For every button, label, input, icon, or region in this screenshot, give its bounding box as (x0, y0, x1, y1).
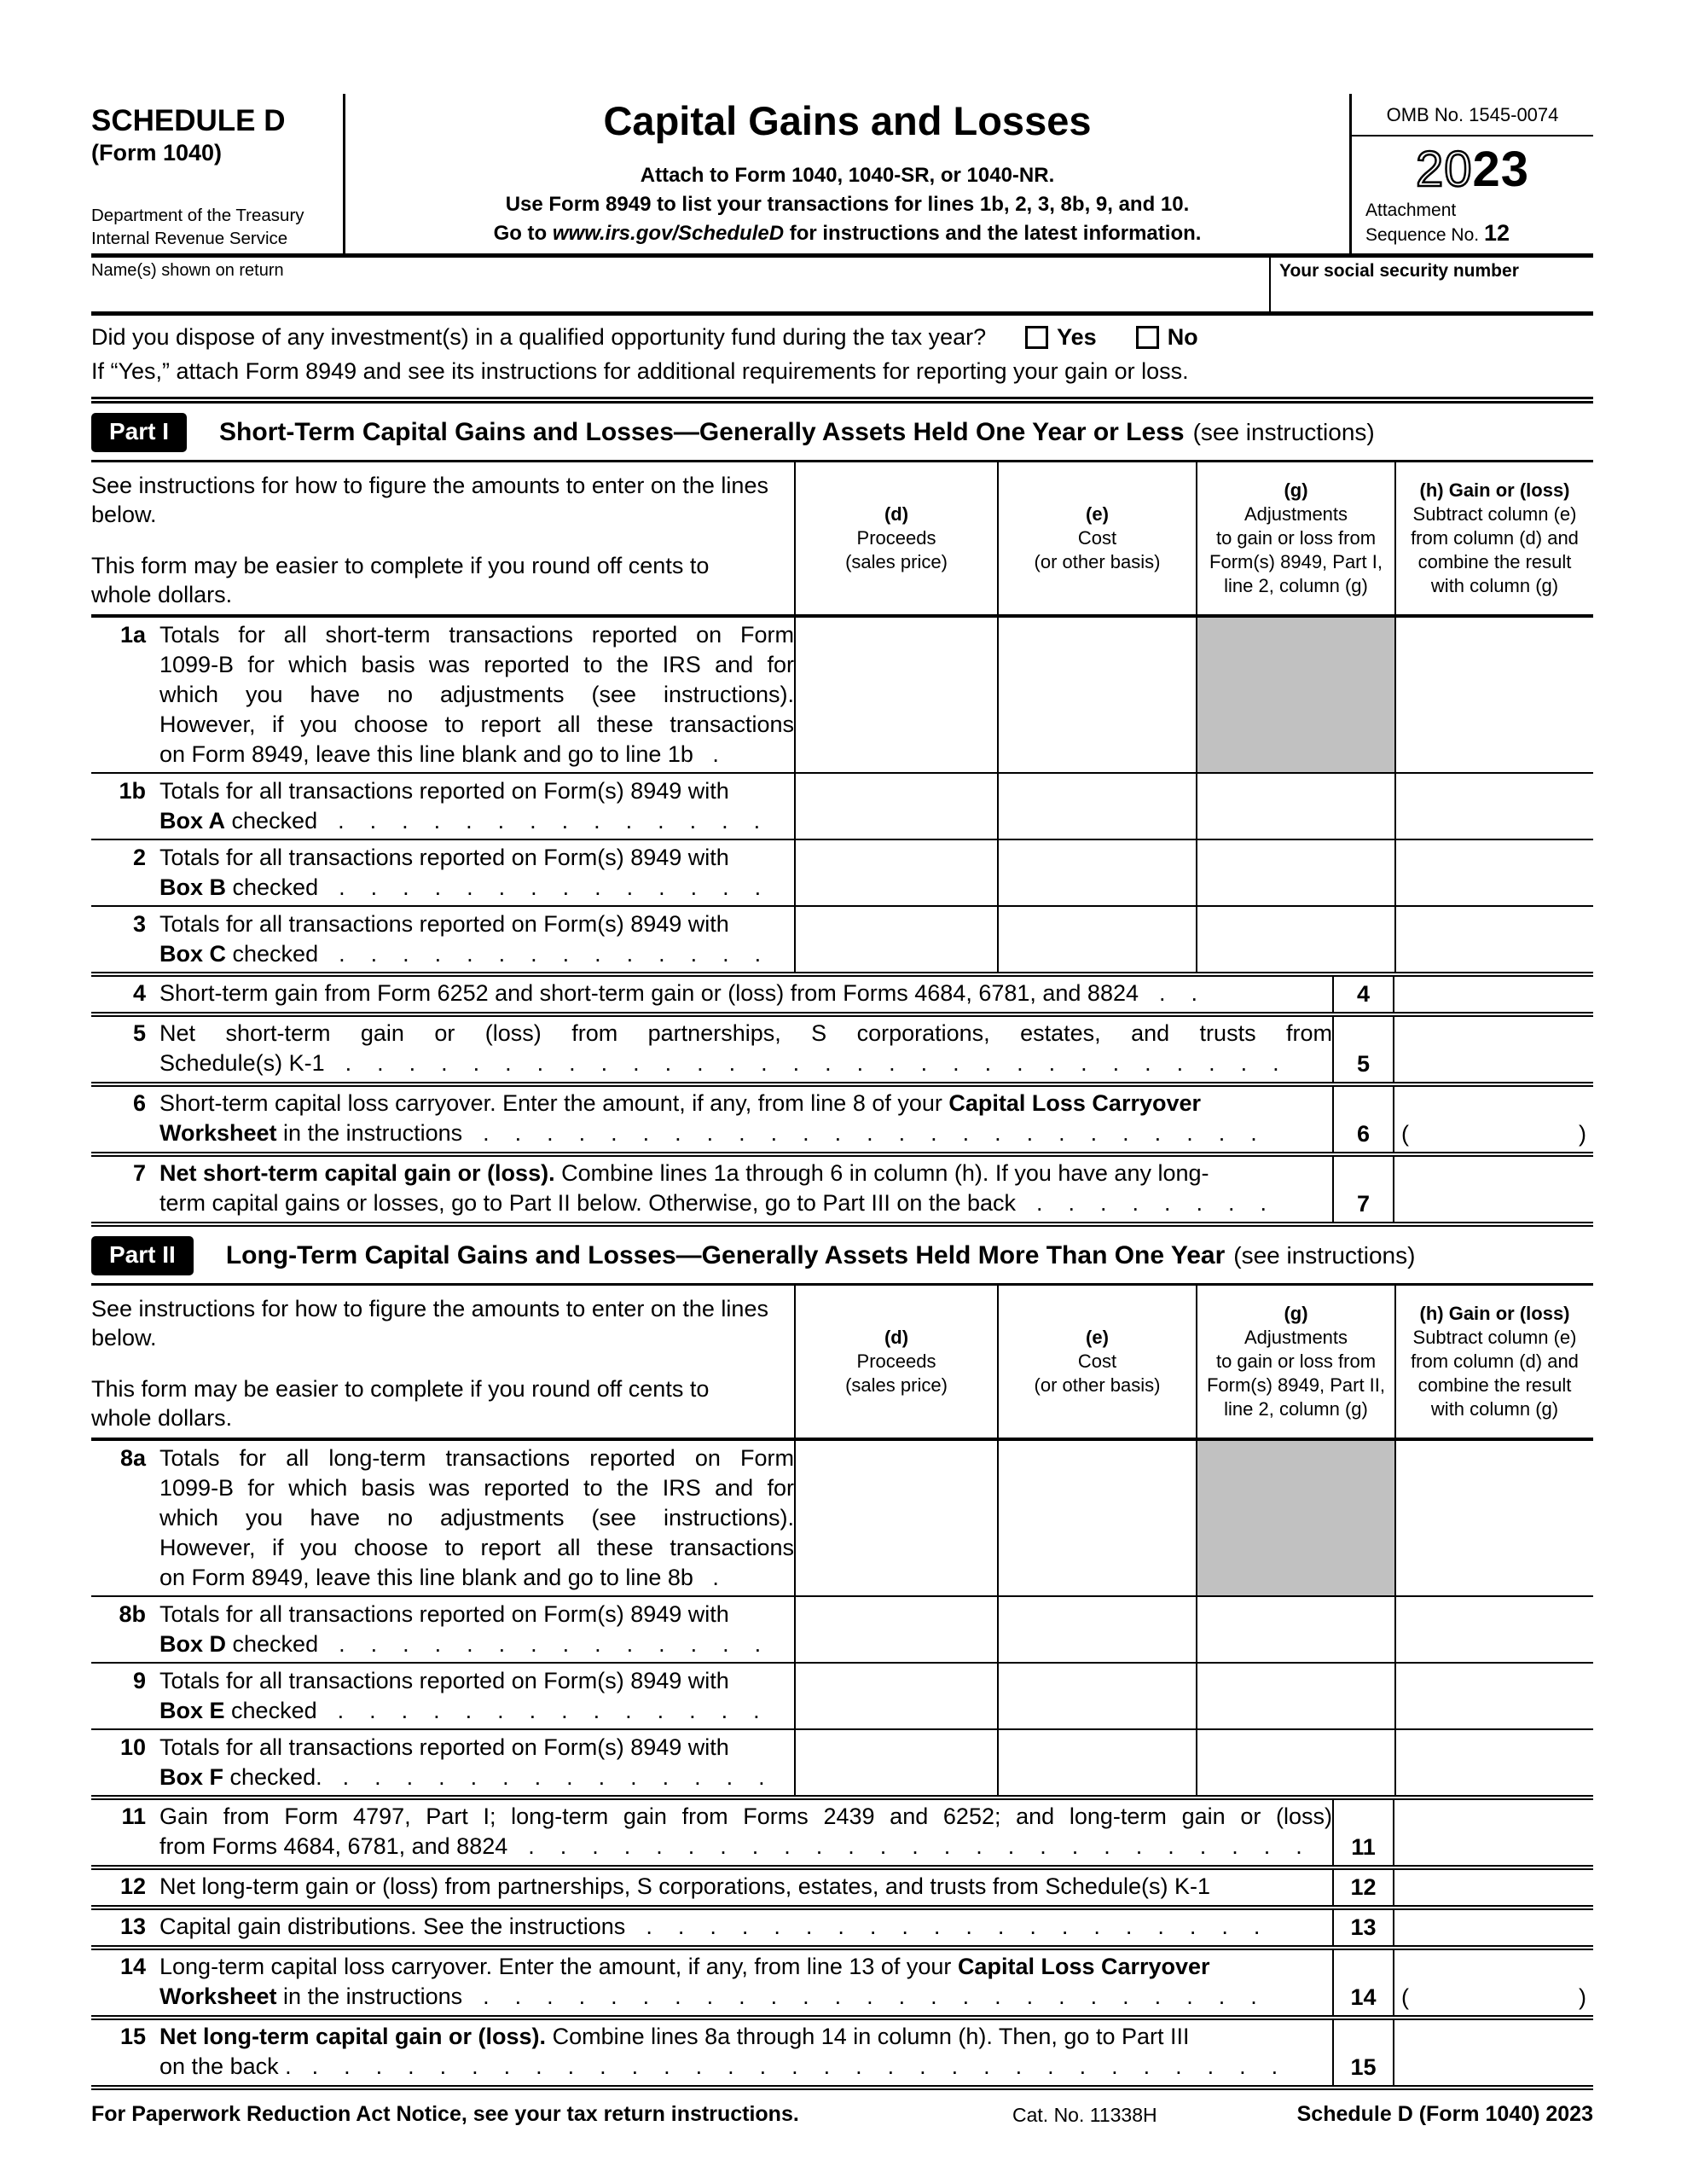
line-10-row (91, 1728, 1593, 1795)
line-10-number: 10 (119, 1734, 146, 1760)
goto-prefix: Go to (493, 222, 553, 245)
line-10-cost-cell[interactable] (997, 1730, 1196, 1795)
part1-title: Short-Term Capital Gains and Losses—Generally Assets Held One Year or Less (219, 418, 1185, 446)
form-header-left (91, 94, 343, 253)
dot-leader: .............. (339, 1631, 787, 1657)
line-1a-cost-cell[interactable] (997, 618, 1196, 772)
sequence-number: 12 (1483, 220, 1510, 246)
line-13-description (91, 1910, 1332, 1945)
line-4-amount-cell[interactable] (1394, 977, 1593, 1012)
department-label (91, 204, 343, 253)
line-5-amount-cell[interactable] (1394, 1017, 1593, 1082)
line-7-row (91, 1152, 1593, 1222)
line-14-number: 14 (119, 1954, 146, 1979)
part1-instructions-cell (91, 462, 794, 614)
line-11-number: 11 (121, 1804, 146, 1829)
qof-question-section (91, 316, 1593, 404)
line-15-number: 15 (119, 2024, 146, 2049)
line-15-description (91, 2020, 1332, 2085)
line-8a-adjustments-cell (1196, 1441, 1394, 1595)
part2-table-header (91, 1286, 1593, 1441)
dot-leader: .............................. (345, 1050, 1305, 1076)
line-12-text: Net long-term gain or (loss) from partnerships, S corporations, estates, and trusts from Schedule(s) K-1 (159, 1873, 1210, 1899)
no-checkbox[interactable] (1136, 326, 1159, 349)
form-header-center (343, 94, 1352, 253)
line-9-number: 9 (132, 1668, 146, 1693)
line-1a-adjustments-cell (1196, 618, 1394, 772)
line-12-description (91, 1870, 1332, 1905)
line-14-description (91, 1950, 1332, 2015)
ssn-input[interactable] (1279, 282, 1593, 311)
line-8b-proceeds-cell[interactable] (794, 1597, 997, 1662)
line-13-text: Capital gain distributions. See the instructions .................... (159, 1914, 1286, 1939)
department-line-1: Department of the Treasury (91, 206, 304, 225)
line-8b-adjustments-cell[interactable] (1196, 1597, 1394, 1662)
no-label: No (1167, 324, 1198, 350)
close-paren: ) (1579, 1121, 1586, 1147)
line-4-number: 4 (132, 980, 146, 1006)
line-10-description (91, 1730, 794, 1795)
part1-bar (91, 413, 1593, 452)
line-14-text: Long-term capital loss carryover. Enter the amount, if any, from line 13 of your Capital Loss Carryover Worksheet in the instructions ......................... (159, 1954, 1283, 2009)
dot-leader: ........ (1036, 1190, 1293, 1216)
line-13-box-number: 13 (1332, 1910, 1394, 1945)
line-15-box-number: 15 (1332, 2020, 1394, 2085)
part1-col-e-header: (e) Cost (or other basis) (997, 462, 1196, 614)
header-instructions (354, 161, 1341, 248)
yes-checkbox[interactable] (1025, 326, 1048, 349)
line-5-row (91, 1012, 1593, 1082)
part1-header-desc-1: See instructions for how to figure the amounts to enter on the lines below. (91, 473, 768, 527)
tax-year-outline: 20 (1415, 142, 1473, 197)
part2-header-desc-1: See instructions for how to figure the amounts to enter on the lines below. (91, 1296, 768, 1350)
line-6-text: Short-term capital loss carryover. Enter the amount, if any, from line 8 of your Capital Loss Carryover Worksheet in the instructions ......................... (159, 1090, 1283, 1146)
line-12-box-number: 12 (1332, 1870, 1394, 1905)
part1-table-header (91, 462, 1593, 618)
line-6-number: 6 (132, 1090, 146, 1116)
tax-year (1352, 143, 1593, 196)
qof-question-text: Did you dispose of any investment(s) in a qualified opportunity fund during the tax year? (91, 324, 987, 350)
attach-instruction: Attach to Form 1040, 1040-SR, or 1040-NR. (640, 164, 1055, 187)
line-6-amount-cell[interactable] (1394, 1087, 1593, 1152)
line-8b-cost-cell[interactable] (997, 1597, 1196, 1662)
line-12-amount-cell[interactable] (1394, 1870, 1593, 1905)
irs-url: www.irs.gov/ScheduleD (552, 222, 785, 245)
line-1b-description (91, 774, 794, 839)
line-1b-number: 1b (119, 778, 146, 804)
line-8a-text: Totals for all long-term transactions reported on Form 1099-B for which basis was reported to the IRS and for which you have no adjustments (see instructions). However, if you choose to report all these transactions on Form 8949, leave this line blank and go to line 8b . (159, 1445, 794, 1590)
line-6-row (91, 1082, 1593, 1152)
line-13-amount-cell[interactable] (1394, 1910, 1593, 1945)
line-3-text: Totals for all transactions reported on Form(s) 8949 with Box C checked .............. (159, 911, 787, 967)
line-11-amount-cell[interactable] (1394, 1800, 1593, 1865)
line-2-cost-cell[interactable] (997, 840, 1196, 905)
line-9-proceeds-cell[interactable] (794, 1664, 997, 1728)
line-5-description (91, 1017, 1332, 1082)
line-12-number: 12 (119, 1873, 146, 1899)
tax-year-bold: 23 (1472, 142, 1530, 197)
line-7-text: Net short-term capital gain or (loss). Combine lines 1a through 6 in column (h). If you have any long- term capital gains or losses, go to Part II below. Otherwise, go to Part III on the back ........ (159, 1160, 1293, 1216)
line-9-text: Totals for all transactions reported on Form(s) 8949 with Box E checked .............. (159, 1668, 786, 1723)
line-14-amount-cell[interactable] (1394, 1950, 1593, 2015)
part1-header-desc-2: This form may be easier to complete if you round off cents to whole dollars. (91, 553, 710, 607)
part1-col-d-header: (d) Proceeds (sales price) (794, 462, 997, 614)
line-3-adjustments-cell[interactable] (1196, 907, 1394, 972)
line-1a-row (91, 618, 1593, 772)
form-number-label: (Form 1040) (91, 140, 223, 166)
part1-label: Part I (91, 413, 187, 452)
line-1a-text: Totals for all short-term transactions reported on Form 1099-B for which basis was reported to the IRS and for which you have no adjustments (see instructions). However, if you choose to report all these transactions on Form 8949, leave this line blank and go to line 1b . (159, 622, 794, 767)
dot-leader: ............................... (311, 2053, 1304, 2079)
line-11-row (91, 1795, 1593, 1865)
name-ssn-row (91, 258, 1593, 316)
dot-leader: .............. (337, 1698, 786, 1723)
line-1b-gain-loss-cell[interactable] (1394, 774, 1593, 839)
part2-rows (91, 1441, 1593, 2085)
page-title: Capital Gains and Losses (603, 98, 1092, 143)
part1-col-g-header: (g) Adjustments to gain or loss from Form(s) 8949, Part I, line 2, column (g) (1196, 462, 1394, 614)
dot-leader: .................... (646, 1914, 1286, 1939)
paperwork-notice: For Paperwork Reduction Act Notice, see your tax return instructions. (91, 2102, 799, 2126)
line-1b-adjustments-cell[interactable] (1196, 774, 1394, 839)
line-2-adjustments-cell[interactable] (1196, 840, 1394, 905)
dot-leader: ......................... (483, 1984, 1283, 2009)
line-9-description (91, 1664, 794, 1728)
line-6-box-number: 6 (1332, 1087, 1394, 1152)
line-10-proceeds-cell[interactable] (794, 1730, 997, 1795)
line-9-row (91, 1662, 1593, 1728)
line-11-box-number: 11 (1332, 1800, 1394, 1865)
part2-col-e-header: (e) Cost (or other basis) (997, 1286, 1196, 1438)
line-9-gain-loss-cell[interactable] (1394, 1664, 1593, 1728)
line-8a-proceeds-cell[interactable] (794, 1441, 997, 1595)
line-2-text: Totals for all transactions reported on Form(s) 8949 with Box B checked .............. (159, 845, 787, 900)
line-3-row (91, 905, 1593, 972)
line-15-amount-cell[interactable] (1394, 2020, 1593, 2085)
part1-col-h-header: (h) Gain or (loss) Subtract column (e) from column (d) and combine the result with column (g) (1394, 462, 1593, 614)
catalog-number: Cat. No. 11338H (1012, 2104, 1157, 2126)
line-8a-cost-cell[interactable] (997, 1441, 1196, 1595)
dot-leader: .............. (338, 808, 786, 834)
part2-instructions-cell (91, 1286, 794, 1438)
part2-see-instructions: (see instructions) (1233, 1242, 1416, 1269)
dot-leader: .............. (342, 1764, 791, 1790)
part2-col-h-header: (h) Gain or (loss) Subtract column (e) from column (d) and combine the result with column (g) (1394, 1286, 1593, 1438)
line-3-number: 3 (132, 911, 146, 937)
part1-rows (91, 618, 1593, 1222)
line-2-proceeds-cell[interactable] (794, 840, 997, 905)
close-paren: ) (1579, 1984, 1586, 2010)
line-4-box-number: 4 (1332, 977, 1394, 1012)
line-4-row (91, 972, 1593, 1012)
line-15-text: Net long-term capital gain or (loss). Combine lines 8a through 14 in column (h). Then, go to Part III on the back . ............................... (159, 2024, 1304, 2079)
line-7-description (91, 1157, 1332, 1222)
line-7-amount-cell[interactable] (1394, 1157, 1593, 1222)
line-1b-proceeds-cell[interactable] (794, 774, 997, 839)
line-1a-description (91, 618, 794, 772)
part2-header-desc-2: This form may be easier to complete if you round off cents to whole dollars. (91, 1376, 710, 1431)
line-8b-description (91, 1597, 794, 1662)
attachment-sequence (1352, 200, 1593, 247)
dot-leader: .. (1159, 980, 1224, 1006)
line-2-number: 2 (132, 845, 146, 870)
line-3-description (91, 907, 794, 972)
line-8a-number: 8a (119, 1445, 146, 1471)
line-5-text: Net short-term gain or (loss) from partnerships, S corporations, estates, and trusts from Schedule(s) K-1 .............................. (159, 1020, 1332, 1076)
part2-label: Part II (91, 1236, 194, 1275)
dot-leader: .............. (339, 941, 787, 967)
name-cell (91, 258, 1269, 311)
line-3-gain-loss-cell[interactable] (1394, 907, 1593, 972)
line-5-box-number: 5 (1332, 1017, 1394, 1082)
line-10-text: Totals for all transactions reported on Form(s) 8949 with Box F checked. .............. (159, 1734, 791, 1790)
line-4-description (91, 977, 1332, 1012)
part1-table (91, 460, 1593, 1227)
line-10-adjustments-cell[interactable] (1196, 1730, 1394, 1795)
part1-see-instructions: (see instructions) (1192, 419, 1375, 445)
form-header (91, 94, 1593, 258)
line-2-row (91, 839, 1593, 905)
line-1a-proceeds-cell[interactable] (794, 618, 997, 772)
line-3-proceeds-cell[interactable] (794, 907, 997, 972)
line-1b-cost-cell[interactable] (997, 774, 1196, 839)
part2-col-d-header: (d) Proceeds (sales price) (794, 1286, 997, 1438)
line-6-description (91, 1087, 1332, 1152)
line-14-row (91, 1945, 1593, 2015)
goto-instruction (354, 219, 1341, 248)
line-7-box-number: 7 (1332, 1157, 1394, 1222)
omb-number: OMB No. 1545-0074 (1352, 94, 1593, 136)
open-paren: ( (1401, 1121, 1409, 1147)
line-8a-description (91, 1441, 794, 1595)
line-8b-gain-loss-cell[interactable] (1394, 1597, 1593, 1662)
ssn-cell (1269, 258, 1593, 311)
line-11-text: Gain from Form 4797, Part I; long-term gain from Forms 2439 and 6252; and long-term gain or (loss) from Forms 4684, 6781, and 8824 ......................... (159, 1804, 1332, 1859)
line-1a-number: 1a (119, 622, 146, 648)
line-10-gain-loss-cell[interactable] (1394, 1730, 1593, 1795)
line-8b-number: 8b (119, 1601, 146, 1627)
line-3-cost-cell[interactable] (997, 907, 1196, 972)
line-9-cost-cell[interactable] (997, 1664, 1196, 1728)
goto-suffix: for instructions and the latest information. (784, 222, 1202, 245)
line-15-row (91, 2015, 1593, 2085)
form-footer-id: Schedule D (Form 1040) 2023 (1296, 2102, 1593, 2126)
line-2-description (91, 840, 794, 905)
line-1b-text: Totals for all transactions reported on Form(s) 8949 with Box A checked .............. (159, 778, 786, 834)
line-2-gain-loss-cell[interactable] (1394, 840, 1593, 905)
yes-label: Yes (1057, 324, 1097, 350)
line-12-row (91, 1865, 1593, 1905)
form-header-right (1352, 94, 1593, 253)
line-8b-text: Totals for all transactions reported on Form(s) 8949 with Box D checked .............. (159, 1601, 787, 1657)
line-13-number: 13 (119, 1914, 146, 1939)
line-14-box-number: 14 (1332, 1950, 1394, 2015)
part2-col-g-header: (g) Adjustments to gain or loss from Form(s) 8949, Part II, line 2, column (g) (1196, 1286, 1394, 1438)
open-paren: ( (1401, 1984, 1409, 2010)
line-1b-row (91, 772, 1593, 839)
qof-instruction-text: If “Yes,” attach Form 8949 and see its instructions for additional requirements for reporting your gain or loss. (91, 358, 1189, 384)
part2-table (91, 1283, 1593, 2090)
line-9-adjustments-cell[interactable] (1196, 1664, 1394, 1728)
line-5-number: 5 (132, 1020, 146, 1046)
ssn-label: Your social security number (1279, 261, 1519, 281)
attachment-word: Attachment (1365, 200, 1457, 220)
name-input[interactable] (91, 281, 1269, 311)
line-11-description (91, 1800, 1332, 1865)
name-label: Name(s) shown on return (91, 261, 284, 280)
form-footer (91, 2102, 1593, 2131)
line-8a-gain-loss-cell[interactable] (1394, 1441, 1593, 1595)
line-8b-row (91, 1595, 1593, 1662)
schedule-label: SCHEDULE D (91, 104, 286, 137)
line-13-row (91, 1905, 1593, 1945)
use-form-instruction: Use Form 8949 to list your transactions for lines 1b, 2, 3, 8b, 9, and 10. (505, 193, 1190, 216)
line-8a-row (91, 1441, 1593, 1595)
line-1a-gain-loss-cell[interactable] (1394, 618, 1593, 772)
line-4-text: Short-term gain from Form 6252 and short-term gain or (loss) from Forms 4684, 6781, and 8824 .. (159, 980, 1224, 1006)
part2-bar (91, 1236, 1593, 1275)
sequence-word: Sequence No. (1365, 225, 1484, 245)
dot-leader: ......................... (483, 1120, 1283, 1146)
part2-title: Long-Term Capital Gains and Losses—Generally Assets Held More Than One Year (225, 1241, 1226, 1269)
department-line-2: Internal Revenue Service (91, 229, 288, 248)
line-7-number: 7 (132, 1160, 146, 1186)
dot-leader: ......................... (528, 1833, 1328, 1859)
dot-leader: .............. (339, 874, 787, 900)
